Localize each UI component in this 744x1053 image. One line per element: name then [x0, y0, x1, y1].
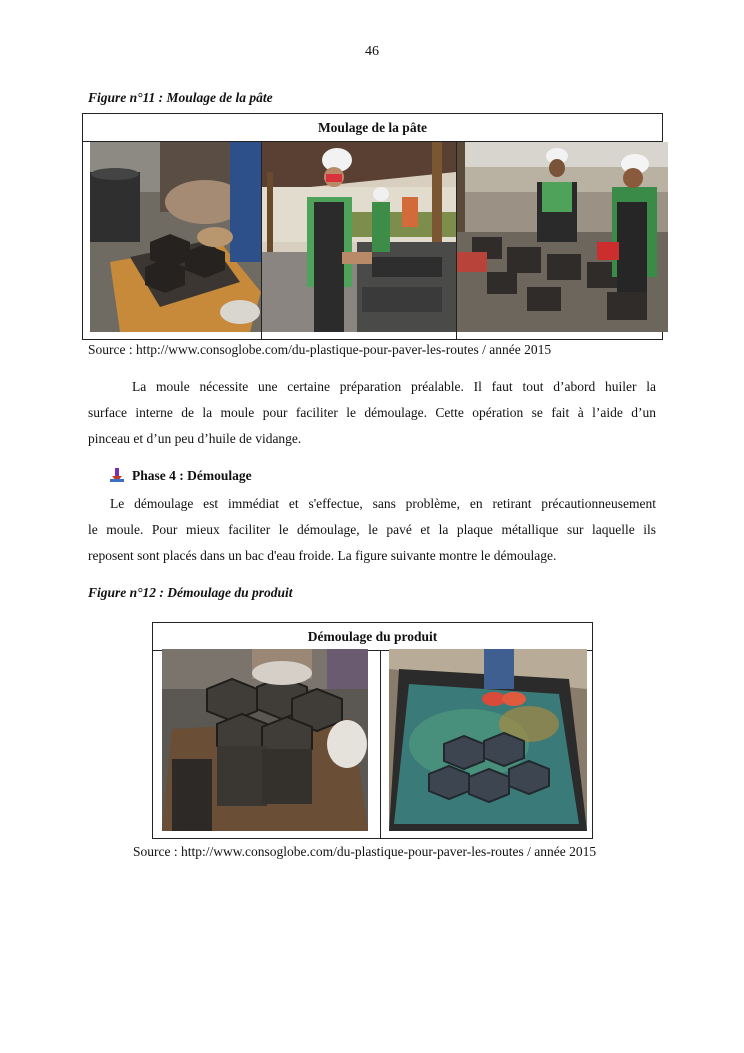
figure-11-table	[82, 113, 663, 340]
paragraph-line: le moule. Pour mieux faciliter le démoulage, le pavé et la plaque métallique sur laquelle ils	[88, 522, 656, 537]
figure-12-source: Source : http://www.consoglobe.com/du-plastique-pour-paver-les-routes / année 2015	[133, 844, 597, 859]
paragraph-mould-preparation	[88, 374, 656, 452]
figure-12-divider	[380, 650, 381, 838]
paragraph-line: surface interne de la moule pour faciliter le démoulage. Cette opération se fait à l’aide d’un	[88, 405, 656, 420]
figure-11-caption: Figure n°11 : Moulage de la pâte	[88, 90, 273, 105]
phase-4-heading	[110, 468, 252, 484]
photo-worker-pouring	[262, 142, 456, 332]
photo-mould-line	[457, 142, 668, 332]
figure-12-table	[152, 622, 593, 839]
paragraph-line: La moule nécessite une certaine préparation préalable. Il faut tout d’abord huiler la	[132, 379, 656, 394]
figure-12-caption: Figure n°12 : Démoulage du produit	[88, 585, 293, 600]
figure-12-header: Démoulage du produit	[153, 623, 592, 651]
arrow-bullet-icon	[110, 468, 124, 482]
figure-11-header: Moulage de la pâte	[83, 114, 662, 142]
paragraph-demoulding	[88, 491, 656, 569]
figure-11-source: Source : http://www.consoglobe.com/du-plastique-pour-paver-les-routes / année 2015	[88, 342, 552, 357]
phase-4-title: Phase 4 : Démoulage	[132, 468, 252, 483]
page-number: 46	[365, 44, 379, 59]
figure-11-divider-2	[456, 141, 457, 339]
paragraph-line: pinceau et d’un peu d’huile de vidange.	[88, 431, 302, 446]
photo-hexagon-moulds	[162, 649, 368, 831]
photo-pavers-water	[389, 649, 587, 831]
paragraph-line: Le démoulage est immédiat et s'effectue, sans problème, en retirant précautionneusement	[110, 496, 656, 511]
photo-kneading-paste	[90, 142, 261, 332]
paragraph-line: reposent sont placés dans un bac d'eau froide. La figure suivante montre le démoulage.	[88, 548, 557, 563]
figure-11-divider-1	[261, 141, 262, 339]
